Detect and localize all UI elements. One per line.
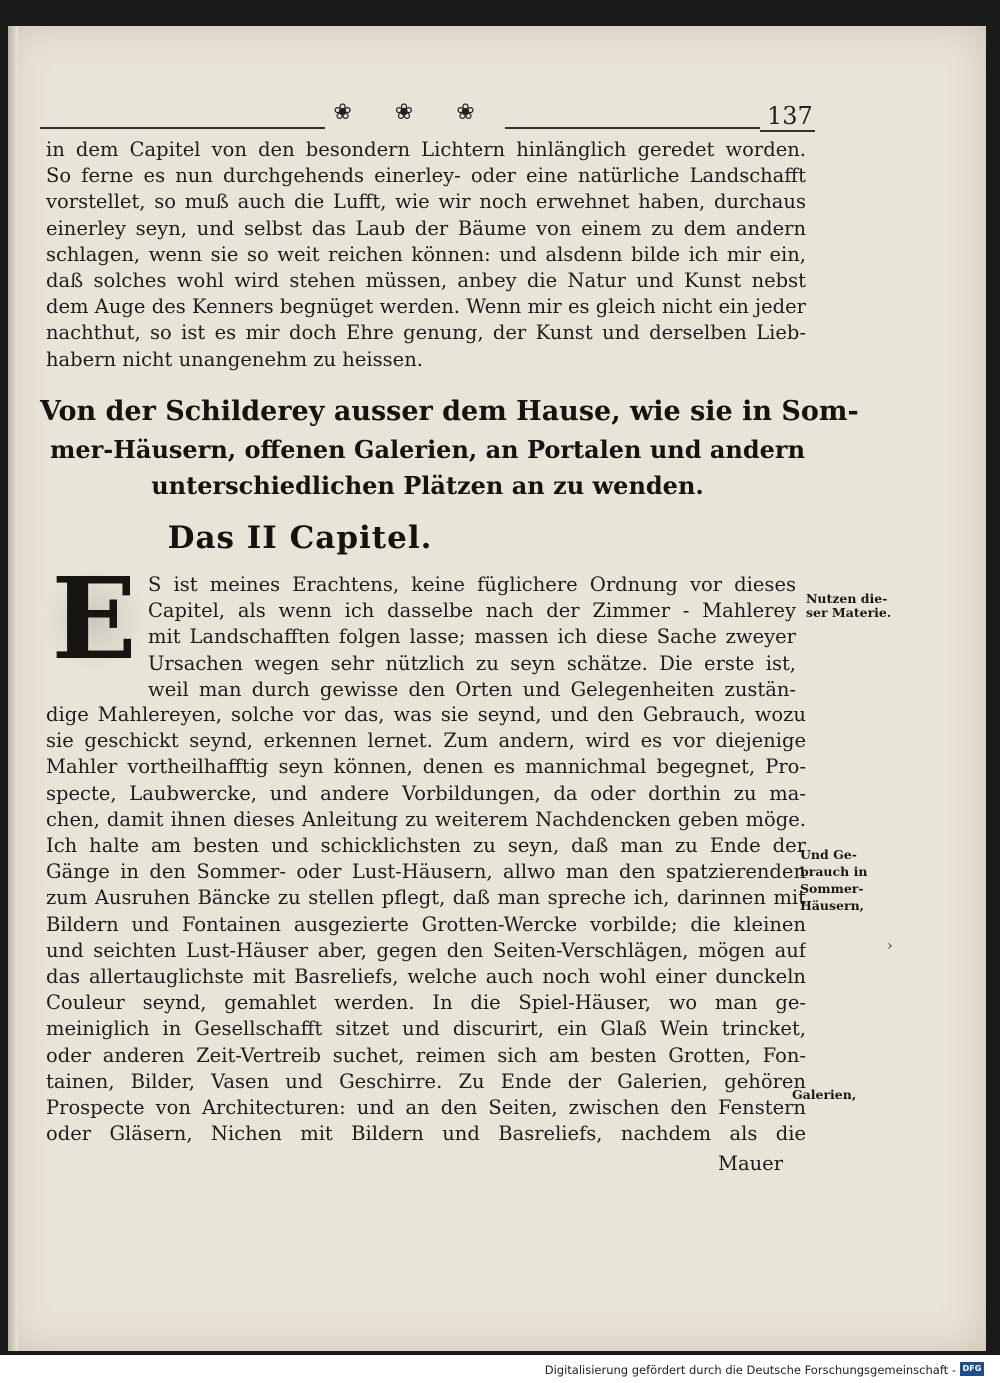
margin-note-line: Häusern, [800,898,865,913]
header-ornament: ❀ ❀ ❀ [333,100,493,125]
stray-ink-mark: › [887,938,893,954]
drop-cap-initial: E [44,566,144,674]
catchword: Mauer [718,1152,784,1175]
footer-credit: Digitalisierung gefördert durch die Deutsche Forschungsgemeinschaft - [544,1363,956,1377]
margin-note-line: brauch in [800,864,868,879]
text-line: in dem Capitel von den besondern Lichtern hinlänglich geredet worden. [46,138,806,161]
heading-line: mer-Häusern, offenen Galerien, an Portalen und andern [49,435,806,464]
text-line: Bildern und Fontainen ausgezierte Grotten-Wercke vorbilde; die kleinen [46,912,806,936]
text-line: specte, Laubwercke, und andere Vorbildungen, da oder dorthin zu ma- [46,781,806,805]
chapter-body [46,702,806,1147]
heading-line: Von der Schilderey ausser dem Hause, wie sie in Som- [40,396,859,427]
digitization-footer [0,1359,1000,1383]
dfg-logo: DFG [960,1362,984,1376]
text-line: daß solches wohl wird stehen müssen, anbey die Natur und Kunst nebst [46,269,806,293]
margin-note-line: ser Materie. [806,605,892,620]
text-line: das allertauglichste mit Basreliefs, welche auch noch wohl einer dunckeln [46,965,806,989]
text-line: weil man durch gewisse den Orten und Gelegenheiten zustän- [148,677,796,701]
header-rule-right [505,127,760,129]
intro-paragraph [46,137,806,373]
text-line: vorstellet, so muß auch die Lufft, wie wir noch erwehnet haben, durchaus [46,190,806,214]
text-line: mit Landschafften folgen lasse; massen ich diese Sache zweyer [148,625,796,649]
chapter-opening-lines [148,572,796,703]
text-line: Gänge in den Sommer- oder Lust-Häusern, allwo man den spatzierenden [46,860,806,884]
text-line: Ich halte am besten und schicklichsten zu seyn, daß man zu Ende der [46,834,806,858]
text-line: Capitel, als wenn ich dasselbe nach der Zimmer - Mahlerey [148,599,796,623]
margin-note-line: Sommer- [800,881,864,896]
text-line: Ursachen wegen sehr nützlich zu seyn schätze. Die erste ist, [148,651,796,675]
section-heading [40,392,859,504]
text-line: So ferne es nun durchgehends einerley- oder eine natürliche Landschafft [46,164,806,188]
text-line: dige Mahlereyen, solche vor das, was sie seynd, und den Gebrauch, wozu [46,703,806,726]
margin-note-gebrauch [800,846,867,914]
text-line: Prospecte von Architecturen: und an den Seiten, zwischen den Fenstern [46,1096,806,1120]
chapter-title: Das II Capitel. [167,520,433,556]
text-line: Mahler vortheilhafftig seyn können, denen es mannichmal begegnet, Pro- [46,755,806,779]
page-number: 137 [767,102,813,130]
margin-note-line: Nutzen die- [806,591,888,606]
text-line: tainen, Bilder, Vasen und Geschirre. Zu Ende der Galerien, gehören [46,1069,806,1093]
header-rule-number [760,130,815,132]
text-line: und seichten Lust-Häuser aber, gegen den Seiten-Verschlägen, mögen auf [46,938,806,962]
text-line: oder anderen Zeit-Vertreib suchet, reimen sich am besten Grotten, Fon- [46,1043,806,1067]
text-line: sie geschickt seynd, erkennen lernet. Zum andern, wird es vor diejenige [46,729,806,753]
margin-note-line: Galerien, [792,1087,857,1102]
text-line: Couleur seynd, gemahlet werden. In die Spiel-Häuser, wo man ge- [46,991,806,1015]
heading-line: unterschiedlichen Plätzen an zu wenden. [151,471,704,500]
text-line: chen, damit ihnen dieses Anleitung zu weiterem Nachdencken geben möge. [46,807,806,831]
text-line: nachthut, so ist es mir doch Ehre genung, der Kunst und derselben Lieb- [46,321,806,345]
text-line: schlagen, wenn sie so weit reichen können: und alsdenn bilde ich mir ein, [46,242,806,266]
page-header [40,100,815,134]
page-gutter [8,26,18,1351]
text-line: oder Gläsern, Nichen mit Bildern und Basreliefs, nachdem als die [46,1122,806,1146]
text-line: meiniglich in Gesellschafft sitzet und discurirt, ein Glaß Wein trincket, [46,1017,806,1041]
text-line: S ist meines Erachtens, keine füglichere Ordnung vor dieses [148,573,796,596]
margin-note-nutzen [806,592,891,620]
text-line: zum Ausruhen Bäncke zu stellen pflegt, daß man spreche ich, darinnen mit [46,886,806,910]
text-line: einerley seyn, und selbst das Laub der Bäume von einem zu dem andern [46,216,806,240]
margin-note-galerien [792,1088,856,1102]
header-rule-left [40,127,325,129]
text-line: dem Auge des Kenners begnüget werden. Wenn mir es gleich nicht ein jeder [46,295,806,319]
text-line: habern nicht unangenehm zu heissen. [46,347,423,371]
margin-note-line: Und Ge- [800,847,857,862]
